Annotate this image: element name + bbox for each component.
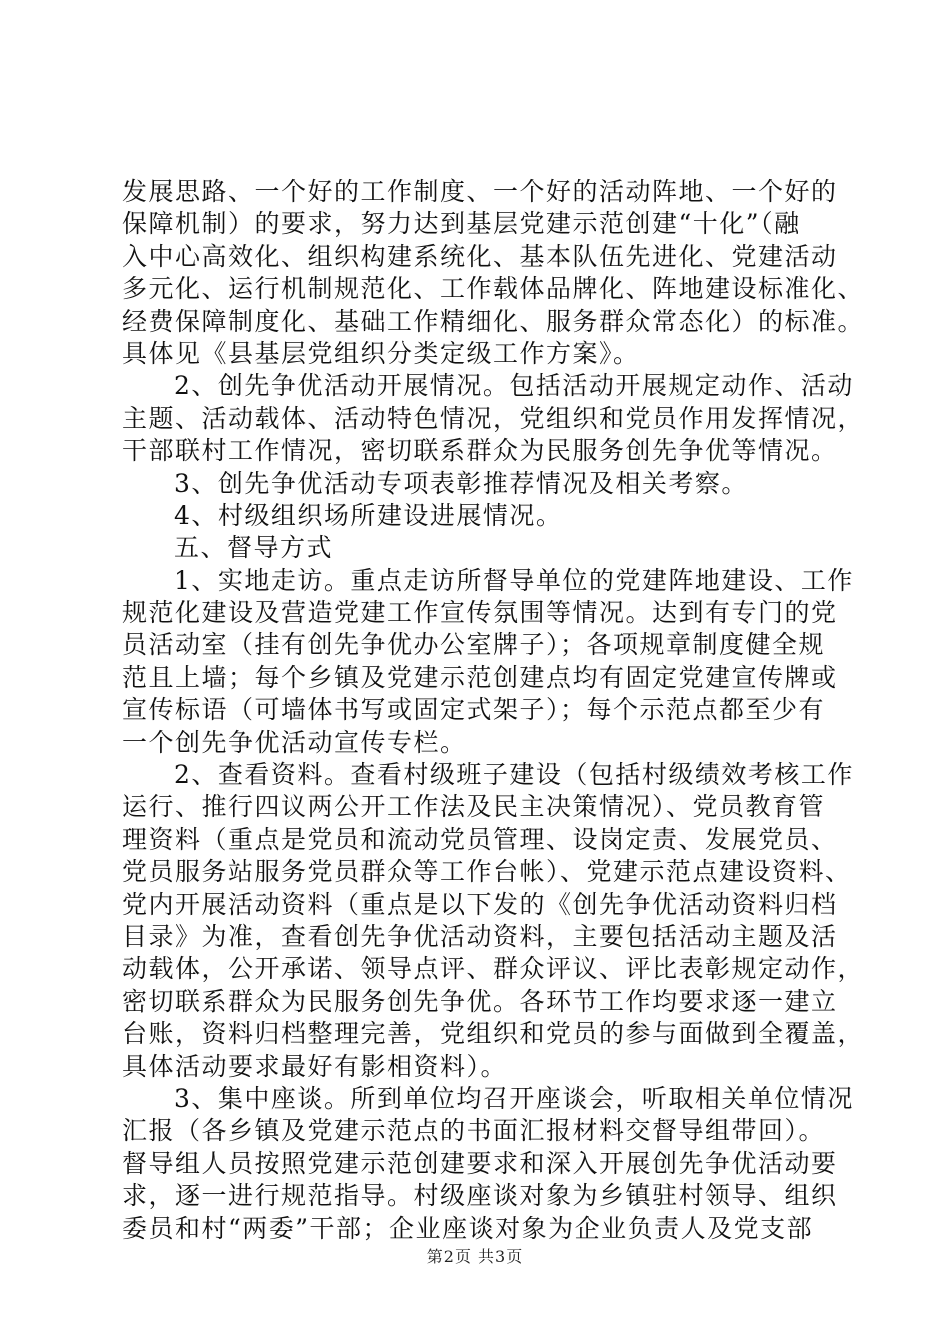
text-line: 党员服务站服务党员群众等工作台帐）、党建示范点建设资料、 xyxy=(122,857,852,887)
text-line: 3、集中座谈。所到单位均召开座谈会，听取相关单位情况 xyxy=(174,1083,854,1113)
text-line: 一个创先争优活动宣传专栏。 xyxy=(122,727,467,757)
text-line: 干部联村工作情况，密切联系群众为民服务创先争优等情况。 xyxy=(122,436,838,466)
text-line: 求，逐一进行规范指导。村级座谈对象为乡镇驻村领导、组织 xyxy=(122,1181,838,1211)
text-line: 运行、推行四议两公开工作法及民主决策情况）、党员教育管 xyxy=(122,792,826,822)
text-line: 经费保障制度化、基础工作精细化、服务群众常态化）的标准。 xyxy=(122,306,865,336)
text-line: 多元化、运行机制规范化、工作载体品牌化、阵地建设标准化、 xyxy=(122,274,865,304)
text-line: 密切联系群众为民服务创先争优。各环节工作均要求逐一建立 xyxy=(122,986,838,1016)
text-line: 入中心高效化、组织构建系统化、基本队伍先进化、党建活动 xyxy=(122,241,838,271)
text-line: 主题、活动载体、活动特色情况，党组织和党员作用发挥情况， xyxy=(122,403,865,433)
text-line: 3、创先争优活动专项表彰推荐情况及相关考察。 xyxy=(174,468,748,498)
text-line: 具体活动要求最好有影相资料）。 xyxy=(122,1051,508,1081)
text-line: 发展思路、一个好的工作制度、一个好的活动阵地、一个好的 xyxy=(122,177,838,206)
text-line: 督导组人员按照党建示范创建要求和深入开展创先争优活动要 xyxy=(122,1148,838,1178)
text-line: 4、村级组织场所建设进展情况。 xyxy=(174,500,563,530)
text-line: 理资料（重点是党员和流动党员管理、设岗定责、发展党员、 xyxy=(122,824,838,854)
text-line: 台账，资料归档整理完善，党组织和党员的参与面做到全覆盖， xyxy=(122,1019,865,1049)
text-line: 五、督导方式 xyxy=(174,533,334,563)
text-line: 宣传标语（可墙体书写或固定式架子）；每个示范点都至少有 xyxy=(122,695,826,725)
text-line: 党内开展活动资料（重点是以下发的《创先争优活动资料归档 xyxy=(122,889,838,919)
text-line: 具体见《县基层党组织分类定级工作方案》。 xyxy=(122,338,640,368)
text-line: 委员和村“两委”干部；企业座谈对象为企业负责人及党支部 xyxy=(122,1213,814,1243)
text-line: 目录》为准，查看创先争优活动资料，主要包括活动主题及活 xyxy=(122,921,838,951)
text-line: 1、实地走访。重点走访所督导单位的党建阵地建设、工作 xyxy=(174,565,854,595)
text-line: 保障机制）的要求，努力达到基层党建示范创建“十化”（融 xyxy=(122,209,801,239)
text-line: 2、创先争优活动开展情况。包括活动开展规定动作、活动 xyxy=(174,371,854,401)
page-footer: 第2页 共3页 xyxy=(426,1247,524,1266)
text-line: 汇报（各乡镇及党建示范点的书面汇报材料交督导组带回）。 xyxy=(122,1116,826,1146)
text-line: 动载体，公开承诺、领导点评、群众评议、评比表彰规定动作， xyxy=(122,954,865,984)
document-body xyxy=(122,176,865,1245)
text-line: 规范化建设及营造党建工作宣传氛围等情况。达到有专门的党 xyxy=(122,598,838,628)
text-line: 范且上墙；每个乡镇及党建示范创建点均有固定党建宣传牌或 xyxy=(122,662,838,692)
text-line: 员活动室（挂有创先争优办公室牌子）；各项规章制度健全规 xyxy=(122,630,826,660)
text-line: 2、查看资料。查看村级班子建设（包括村级绩效考核工作 xyxy=(174,760,854,790)
